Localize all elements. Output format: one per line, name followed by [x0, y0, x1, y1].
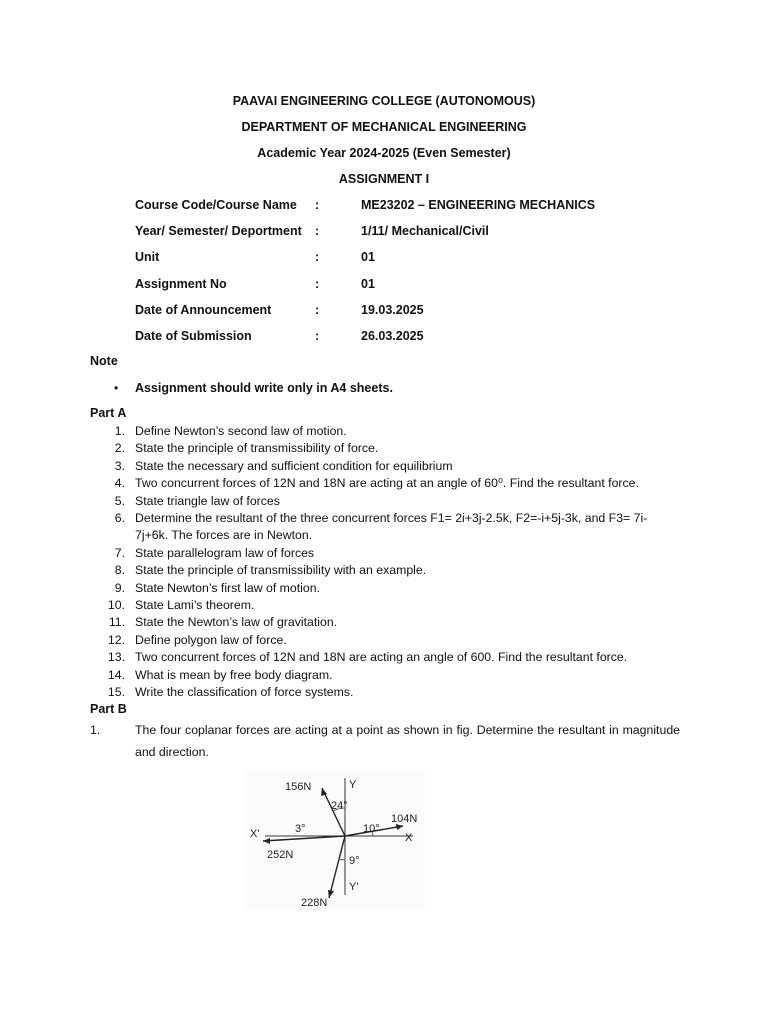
list-item: [90, 475, 680, 492]
detail-value: 01: [361, 250, 375, 264]
label-axis-x: X: [405, 832, 413, 844]
detail-colon: :: [315, 303, 320, 317]
label-axis-x-neg: X': [250, 828, 260, 840]
detail-value: 19.03.2025: [361, 303, 424, 317]
item-number: 8.: [114, 563, 125, 578]
item-text: Two concurrent forces of 12N and 18N are acting at an angle of 60⁰. Find the resultant force.: [135, 476, 639, 491]
item-text: Define polygon law of force.: [135, 632, 287, 647]
item-number: 2.: [114, 441, 125, 456]
detail-row-submission: [135, 329, 695, 345]
item-text: State the principle of transmissibility with an example.: [135, 563, 427, 578]
item-text: The four coplanar forces are acting at a point as shown in fig. Determine the resultant in magnitude and direction.: [135, 723, 680, 759]
detail-label: Assignment No: [135, 277, 227, 291]
detail-label: Year/ Semester/ Deportment: [135, 224, 302, 238]
item-text: What is mean by free body diagram.: [135, 667, 333, 682]
label-angle-3: 3°: [295, 823, 306, 835]
detail-value: 1/11/ Mechanical/Civil: [361, 224, 489, 238]
list-item: [90, 510, 680, 545]
item-number: 9.: [114, 580, 125, 595]
item-number: 12.: [107, 632, 125, 647]
item-text: Define Newton’s second law of motion.: [135, 424, 347, 438]
list-item: [90, 580, 680, 597]
list-item: [90, 684, 680, 701]
list-item: [90, 493, 680, 510]
detail-value: 26.03.2025: [361, 329, 424, 343]
note-heading: Note: [90, 354, 118, 368]
item-text: Determine the resultant of the three concurrent forces F1= 2i+3j-2.5k, F2=-i+5j-3k, and F3= 7i-7j+6k. The forces are in Newton.: [135, 511, 648, 543]
item-text: State Lami’s theorem.: [135, 598, 255, 613]
label-228N: 228N: [301, 897, 328, 909]
label-angle-9: 9°: [349, 855, 360, 867]
item-number: 10.: [107, 598, 125, 613]
item-number: 14.: [107, 667, 125, 682]
item-number: 7.: [114, 545, 125, 560]
list-item: [90, 440, 680, 457]
label-axis-y-neg: Y': [349, 881, 359, 893]
label-axis-y: Y: [349, 779, 357, 791]
part-a-heading: Part A: [90, 406, 127, 420]
item-text: State the necessary and sufficient condition for equilibrium: [135, 458, 453, 473]
item-text: State parallelogram law of forces: [135, 545, 315, 560]
part-b-heading: Part B: [90, 702, 127, 716]
detail-row-year: [135, 224, 695, 240]
part-b-list: [90, 719, 680, 763]
item-number: 11.: [108, 615, 125, 630]
list-item: [90, 614, 680, 631]
detail-colon: :: [315, 277, 320, 291]
note-bullet: •: [114, 381, 119, 395]
list-item: [90, 423, 680, 440]
label-156N: 156N: [285, 781, 312, 793]
item-text: State the principle of transmissibility of force.: [135, 441, 379, 456]
college-name: PAAVAI ENGINEERING COLLEGE (AUTONOMOUS): [232, 94, 536, 108]
item-number: 15.: [107, 685, 125, 700]
list-item: [90, 545, 680, 562]
list-item: [90, 667, 680, 684]
label-104N: 104N: [391, 813, 418, 825]
list-item: [90, 632, 680, 649]
detail-colon: :: [315, 250, 320, 264]
item-text: State triangle law of forces: [135, 493, 280, 508]
department-name: DEPARTMENT OF MECHANICAL ENGINEERING: [241, 120, 527, 134]
list-item: [90, 649, 680, 666]
label-252N: 252N: [267, 849, 294, 861]
detail-value: 01: [361, 277, 375, 291]
item-text: Write the classification of force systems.: [135, 685, 354, 700]
list-item: [90, 719, 680, 763]
detail-colon: :: [315, 198, 320, 212]
detail-value: ME23202 – ENGINEERING MECHANICS: [361, 198, 596, 212]
detail-row-assignment-no: [135, 277, 695, 293]
item-number: 13.: [107, 650, 125, 665]
detail-row-course: [135, 198, 695, 214]
item-number: 1.: [90, 723, 101, 737]
assignment-title: ASSIGNMENT I: [338, 172, 430, 186]
label-angle-10: 10°: [363, 823, 380, 835]
list-item: [90, 597, 680, 614]
item-text: Two concurrent forces of 12N and 18N are acting an angle of 600. Find the resultant force.: [135, 650, 628, 665]
note-text: Assignment should write only in A4 sheets.: [135, 381, 393, 395]
detail-row-unit: [135, 250, 695, 266]
part-a-list: [90, 423, 680, 702]
detail-colon: :: [315, 329, 320, 343]
list-item: [90, 562, 680, 579]
item-number: 1.: [114, 424, 125, 438]
item-text: State Newton’s first law of motion.: [135, 580, 320, 595]
detail-row-announcement: [135, 303, 695, 319]
detail-label: Unit: [135, 250, 160, 264]
label-angle-24: 24°: [331, 800, 348, 812]
detail-label: Date of Submission: [135, 329, 252, 343]
detail-colon: :: [315, 224, 320, 238]
item-number: 4.: [114, 476, 125, 491]
item-number: 3.: [114, 458, 125, 473]
item-number: 5.: [114, 493, 125, 508]
item-number: 6.: [114, 511, 125, 526]
item-text: State the Newton’s law of gravitation.: [135, 615, 338, 630]
academic-year: Academic Year 2024-2025 (Even Semester): [257, 146, 511, 160]
list-item: [90, 458, 680, 475]
force-diagram: [245, 770, 425, 910]
detail-label: Date of Announcement: [135, 303, 272, 317]
detail-label: Course Code/Course Name: [135, 198, 297, 212]
